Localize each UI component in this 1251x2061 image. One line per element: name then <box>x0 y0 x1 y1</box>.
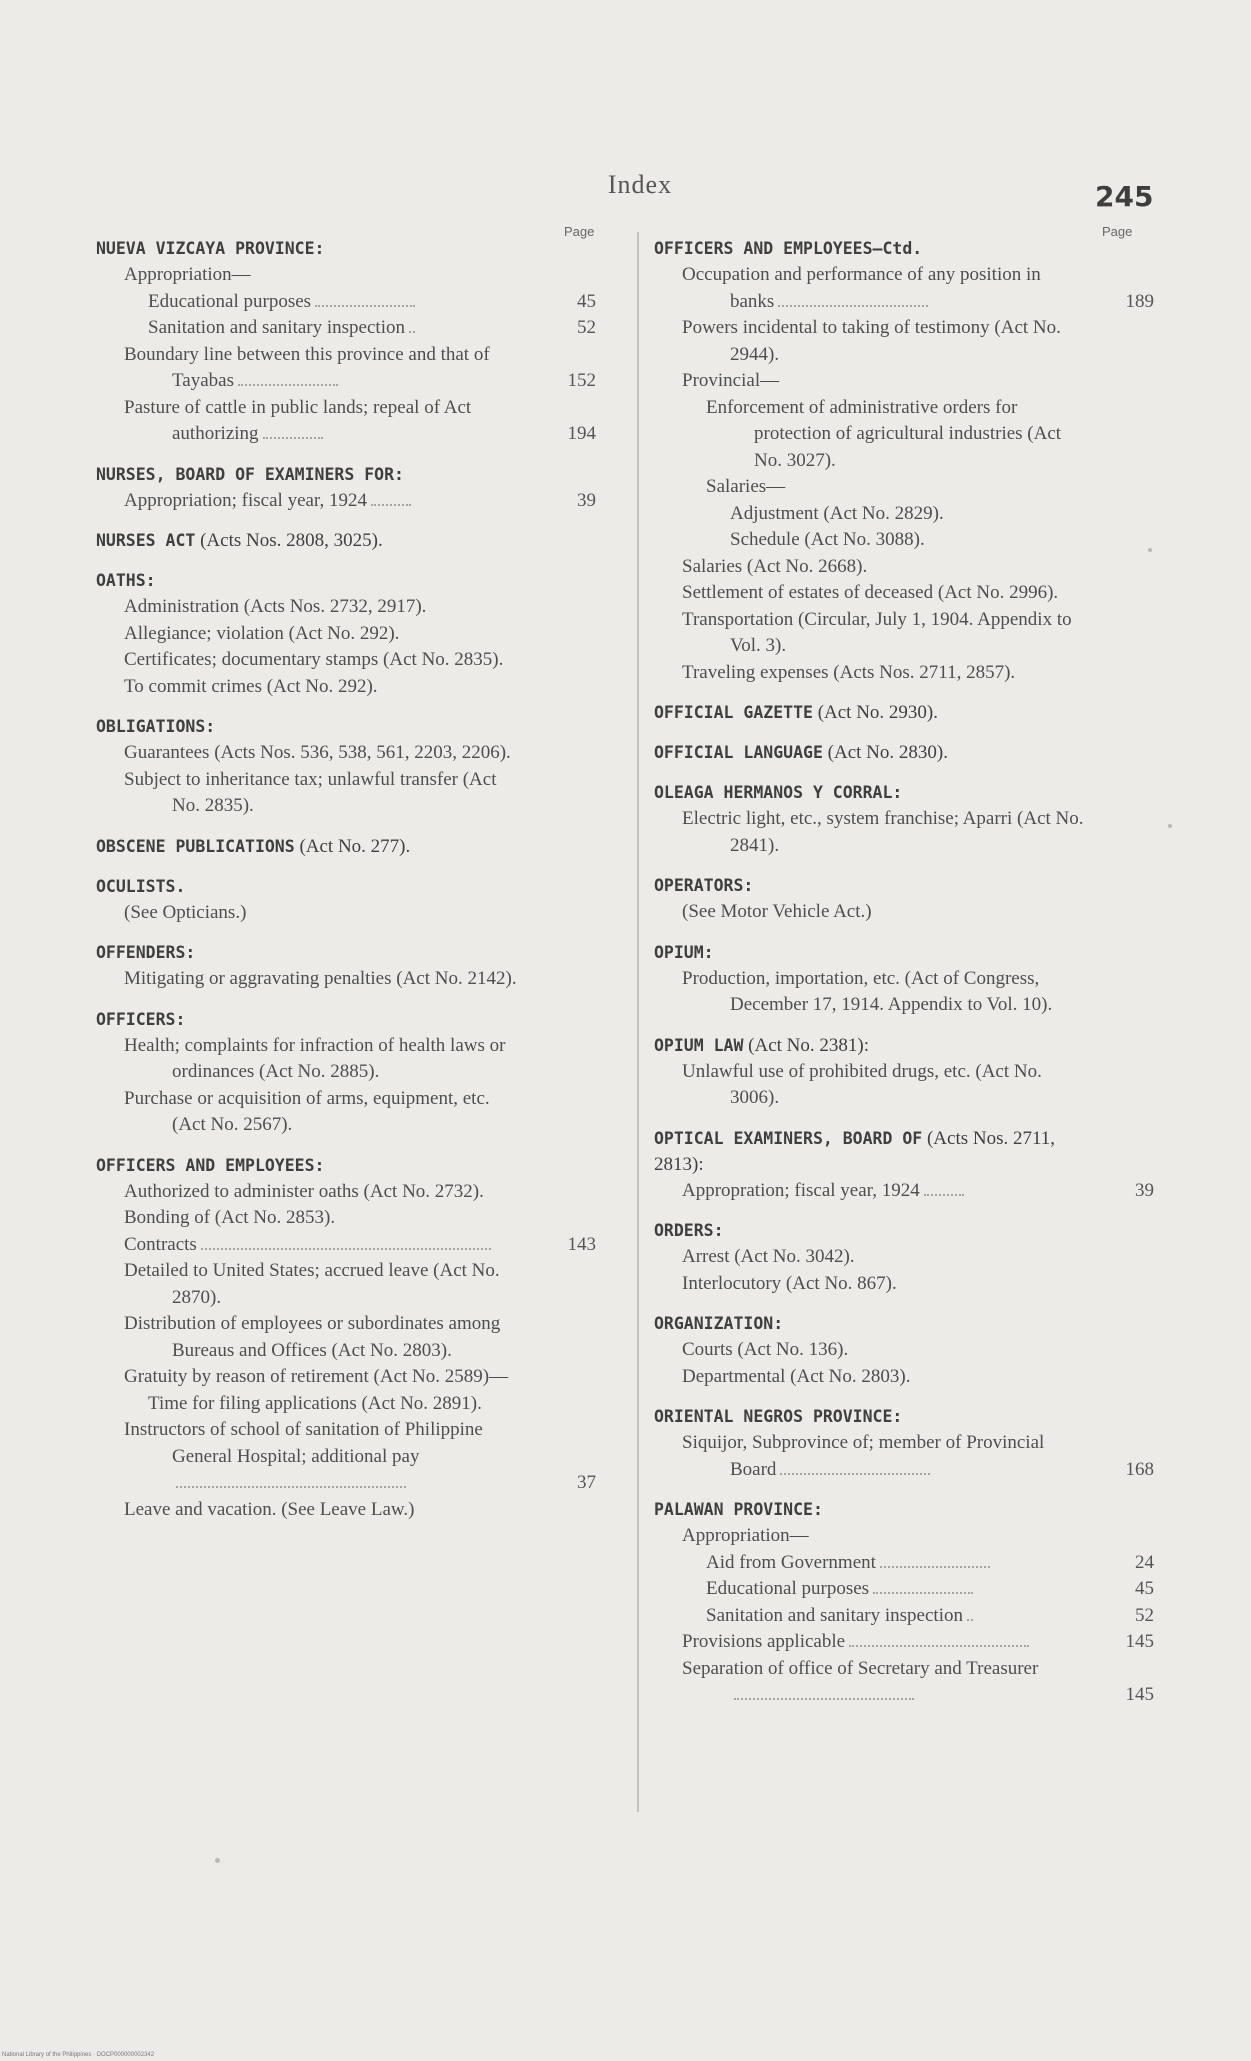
entry-text: Subject to inheritance tax; unlawful transfer (Act No. 2835). <box>124 768 497 816</box>
index-entry <box>654 262 1154 315</box>
entry-text: Transportation (Circular, July 1, 1904. Appendix to Vol. 3). <box>682 608 1072 656</box>
index-entry <box>654 1337 1154 1364</box>
entry-text: Adjustment (Act No. 2829). <box>730 502 944 524</box>
entry-text: Courts (Act No. 136). <box>682 1339 849 1360</box>
index-entry <box>96 740 596 767</box>
index-entry <box>96 488 596 515</box>
index-entry <box>96 395 596 448</box>
entry-text: Boundary line between this province and that of Tayabas <box>124 343 490 391</box>
index-entry <box>654 1178 1154 1205</box>
entry-text: Departmental (Act No. 2803). <box>682 1365 911 1387</box>
index-heading <box>654 236 1154 262</box>
entry-text: Contracts <box>124 1233 197 1255</box>
entry-page-number: 37 <box>577 1472 596 1493</box>
index-heading <box>654 873 1154 899</box>
index-entry <box>654 1059 1154 1112</box>
dot-leader <box>849 1641 1029 1647</box>
entry-text: Production, importation, etc. (Act of Congress, December 17, 1914. Appendix to Vol. 10). <box>682 967 1053 1015</box>
entry-page-number: 45 <box>1135 1578 1154 1599</box>
paper-speck <box>1168 824 1172 828</box>
entry-text: Electric light, etc., system franchise; Aparri (Act No. 2841). <box>682 808 1084 856</box>
entry-text: Certificates; documentary stamps (Act No. 2835). <box>124 649 504 670</box>
index-entry <box>96 1033 596 1086</box>
entry-text: Enforcement of administrative orders for protection of agricultural industries (Act No. 3027). <box>706 396 1062 471</box>
heading-text: OFFICERS AND EMPLOYEES—Ctd. <box>654 239 923 258</box>
heading-text: OFFENDERS: <box>96 943 196 962</box>
entry-text: (See Motor Vehicle Act.) <box>682 901 872 922</box>
index-entry <box>654 1603 1154 1630</box>
dot-leader <box>780 1469 930 1475</box>
entry-text: Separation of office of Secretary and Treasurer <box>682 1657 1039 1679</box>
entry-text: Sanitation and sanitary inspection <box>706 1604 963 1626</box>
index-entry <box>654 966 1154 1019</box>
heading-text: OPIUM LAW <box>654 1035 744 1055</box>
entry-text: Appropration; fiscal year, 1924 <box>682 1179 920 1201</box>
column-page-label: Page <box>1102 224 1133 239</box>
index-heading <box>96 568 596 594</box>
entry-text: Appropriation— <box>124 264 251 285</box>
index-entry <box>96 1258 596 1311</box>
heading-text: OBSCENE PUBLICATIONS <box>96 836 295 856</box>
dot-leader <box>176 1482 406 1488</box>
index-entry <box>654 527 1154 554</box>
entry-text: Purchase or acquisition of arms, equipment, etc. (Act No. 2567). <box>124 1087 490 1135</box>
heading-text: ORIENTAL NEGROS PROVINCE: <box>654 1407 903 1426</box>
scan-footer: National Library of the Philippines · DOCP000000002342 <box>2 2052 155 2058</box>
entry-page-number: 143 <box>567 1233 596 1255</box>
index-heading <box>654 940 1154 966</box>
entry-text: Educational purposes <box>148 290 312 312</box>
index-heading <box>654 1126 1154 1178</box>
heading-text: OPERATORS: <box>654 876 754 895</box>
entry-text: Arrest (Act No. 3042). <box>682 1246 855 1267</box>
entry-text: Siquijor, Subprovince of; member of Provincial Board <box>682 1432 1045 1480</box>
index-heading <box>96 236 596 262</box>
index-heading <box>96 1153 596 1179</box>
index-entry <box>96 674 596 701</box>
dot-leader <box>409 327 415 333</box>
dot-leader <box>967 1615 973 1621</box>
entry-text: Mitigating or aggravating penalties (Act No. 2142). <box>124 968 517 989</box>
index-entry <box>654 1550 1154 1577</box>
index-entry <box>654 806 1154 859</box>
entry-text: Provisions applicable <box>682 1631 846 1652</box>
heading-text: NURSES, BOARD OF EXAMINERS FOR: <box>96 464 404 484</box>
entry-text: Allegiance; violation (Act No. 292). <box>124 622 400 644</box>
index-entry <box>96 621 596 648</box>
entry-text: Salaries— <box>706 476 786 497</box>
index-entry <box>96 647 596 674</box>
index-entry <box>654 1430 1154 1483</box>
heading-text: OFFICIAL LANGUAGE <box>654 743 823 762</box>
index-entry <box>654 1656 1154 1709</box>
index-heading <box>96 1007 596 1033</box>
heading-reference: (Acts Nos. 2808, 3025). <box>195 530 383 551</box>
index-entry <box>654 899 1154 926</box>
entry-text: Traveling expenses (Acts Nos. 2711, 2857). <box>682 661 1016 683</box>
index-entry <box>654 1244 1154 1271</box>
entry-page-number: 189 <box>1125 290 1154 312</box>
index-entry <box>654 474 1154 501</box>
heading-text: OLEAGA HERMANOS Y CORRAL: <box>654 783 903 802</box>
index-entry <box>96 1311 596 1364</box>
heading-text: PALAWAN PROVINCE: <box>654 1500 823 1519</box>
index-entry <box>96 315 596 342</box>
paper-speck <box>215 1858 220 1863</box>
heading-text: OFFICERS: <box>96 1009 186 1029</box>
entry-text: Interlocutory (Act No. 867). <box>682 1272 897 1294</box>
index-entry <box>96 900 596 927</box>
heading-text: OPTICAL EXAMINERS, BOARD OF <box>654 1128 923 1148</box>
entry-text: Appropriation; fiscal year, 1924 <box>124 489 368 511</box>
index-heading <box>654 1033 1154 1059</box>
entry-text: Schedule (Act No. 3088). <box>730 529 925 550</box>
index-entry <box>96 966 596 993</box>
entry-text: Powers incidental to taking of testimony (Act No. 2944). <box>682 317 1061 365</box>
heading-text: ORDERS: <box>654 1221 724 1240</box>
entry-page-number: 152 <box>567 370 596 391</box>
heading-reference: (Act No. 277). <box>294 835 411 857</box>
heading-text: OCULISTS. <box>96 876 186 896</box>
index-entry <box>654 660 1154 687</box>
index-heading <box>96 874 596 900</box>
index-entry <box>96 1179 596 1206</box>
entry-text: Settlement of estates of deceased (Act No. 2996). <box>682 582 1059 603</box>
index-entry <box>654 607 1154 660</box>
index-entry <box>96 342 596 395</box>
left-column <box>96 222 596 1523</box>
index-heading <box>654 700 1154 726</box>
dot-leader <box>778 301 928 307</box>
dot-leader <box>924 1190 964 1196</box>
dot-leader <box>873 1588 973 1594</box>
dot-leader <box>880 1562 990 1568</box>
index-entry <box>654 1629 1154 1656</box>
index-entry <box>96 1232 596 1259</box>
index-entry <box>96 594 596 621</box>
paper-speck <box>1148 548 1152 552</box>
heading-reference: (Act No. 2830). <box>822 742 948 763</box>
entry-text: Educational purposes <box>706 1578 870 1599</box>
index-entry <box>96 289 596 316</box>
column-divider <box>637 232 639 1812</box>
dot-leader <box>263 433 323 439</box>
heading-text: NUEVA VIZCAYA PROVINCE: <box>96 239 325 258</box>
entry-text: Bonding of (Act No. 2853). <box>124 1207 336 1228</box>
index-heading <box>96 834 596 860</box>
index-entry <box>654 1523 1154 1550</box>
index-heading <box>96 528 596 554</box>
entry-page-number: 52 <box>577 317 596 338</box>
index-entry <box>654 315 1154 368</box>
entry-text: Unlawful use of prohibited drugs, etc. (Act No. 3006). <box>682 1060 1042 1108</box>
entry-text: Detailed to United States; accrued leave (Act No. 2870). <box>124 1260 500 1308</box>
index-entry <box>96 1364 596 1391</box>
index-heading <box>654 1497 1154 1523</box>
heading-reference: (Act No. 2930). <box>812 702 939 723</box>
entry-text: Occupation and performance of any position in banks <box>682 264 1041 312</box>
heading-text: OFFICERS AND EMPLOYEES: <box>96 1155 325 1175</box>
entry-page-number: 24 <box>1135 1551 1154 1573</box>
heading-text: OFFICIAL GAZETTE <box>654 703 813 722</box>
entry-text: Gratuity by reason of retirement (Act No. 2589)— <box>124 1366 509 1387</box>
right-column <box>654 222 1154 1709</box>
entry-text: Leave and vacation. (See Leave Law.) <box>124 1498 415 1520</box>
index-entry <box>96 767 596 820</box>
index-entry <box>654 395 1154 475</box>
index-entry <box>654 1364 1154 1391</box>
entry-text: Appropriation— <box>682 1525 809 1546</box>
entry-page-number: 52 <box>1135 1604 1154 1626</box>
running-head: Index <box>607 170 673 199</box>
column-page-label: Page <box>564 224 595 239</box>
heading-text: OBLIGATIONS: <box>96 717 216 736</box>
index-heading <box>654 740 1154 766</box>
entry-text: Time for filing applications (Act No. 2891). <box>148 1392 482 1414</box>
entry-text: Salaries (Act No. 2668). <box>682 555 868 577</box>
index-entry <box>96 262 596 289</box>
index-entry <box>96 1205 596 1232</box>
entry-text: Provincial— <box>682 370 780 391</box>
heading-text: NURSES ACT <box>96 531 196 550</box>
index-entry <box>654 554 1154 581</box>
index-heading <box>96 714 596 740</box>
entry-text: Sanitation and sanitary inspection <box>148 317 405 338</box>
entry-text: Distribution of employees or subordinates among Bureaus and Offices (Act No. 2803). <box>124 1313 501 1361</box>
heading-text: OATHS: <box>96 571 156 590</box>
index-heading <box>654 1218 1154 1244</box>
page-number: 245 <box>1095 180 1154 213</box>
entry-text: Instructors of school of sanitation of Philippine General Hospital; additional pay <box>124 1419 483 1467</box>
dot-leader <box>201 1244 491 1250</box>
index-entry <box>96 1391 596 1418</box>
index-entry <box>654 368 1154 395</box>
entry-text: Administration (Acts Nos. 2732, 2917). <box>124 596 427 617</box>
index-heading <box>96 462 596 488</box>
index-entry <box>654 1271 1154 1298</box>
dot-leader <box>315 301 415 307</box>
entry-text: To commit crimes (Act No. 292). <box>124 675 378 697</box>
entry-page-number: 45 <box>577 290 596 312</box>
dot-leader <box>734 1694 914 1700</box>
entry-page-number: 39 <box>577 489 596 511</box>
entry-page-number: 194 <box>567 423 596 444</box>
entry-page-number: 39 <box>1135 1179 1154 1201</box>
index-heading <box>96 940 596 966</box>
entry-text: Authorized to administer oaths (Act No. 2732). <box>124 1180 484 1202</box>
entry-text: Aid from Government <box>706 1551 876 1573</box>
entry-text: Guarantees (Acts Nos. 536, 538, 561, 2203, 2206). <box>124 742 511 763</box>
index-heading <box>654 1404 1154 1430</box>
heading-text: OPIUM: <box>654 942 714 962</box>
dot-leader <box>371 500 411 506</box>
entry-text: Pasture of cattle in public lands; repeal of Act authorizing <box>124 396 472 444</box>
entry-text: Health; complaints for infraction of health laws or ordinances (Act No. 2885). <box>124 1034 506 1082</box>
entry-page-number: 168 <box>1125 1458 1154 1480</box>
heading-reference: (Act No. 2381): <box>743 1034 869 1056</box>
heading-text: ORGANIZATION: <box>654 1314 784 1333</box>
entry-page-number: 145 <box>1125 1684 1154 1705</box>
index-heading <box>654 780 1154 806</box>
index-entry <box>96 1497 596 1524</box>
index-entry <box>96 1417 596 1497</box>
index-entry <box>654 1576 1154 1603</box>
index-entry <box>654 580 1154 607</box>
entry-text: (See Opticians.) <box>124 901 247 923</box>
index-entry <box>654 501 1154 528</box>
index-entry <box>96 1086 596 1139</box>
dot-leader <box>238 380 338 386</box>
entry-page-number: 145 <box>1125 1631 1154 1652</box>
heading-reference: (Acts Nos. 2711, 2813): <box>654 1127 1056 1175</box>
index-heading <box>654 1311 1154 1337</box>
